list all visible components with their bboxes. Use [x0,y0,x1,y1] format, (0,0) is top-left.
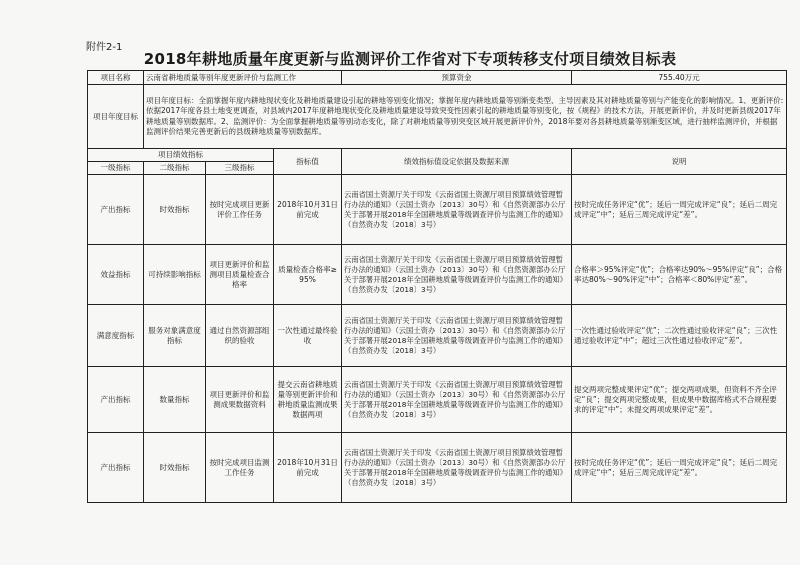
level2-cell: 时效指标 [144,175,206,245]
notes-cell: 合格率＞95%评定“优”；合格率达90%～95%评定“良”；合格率达80%～90%评定“中”；合格率＜80%评定“差”。 [572,245,787,305]
project-name-row [88,71,787,85]
level2-cell: 数量指标 [144,367,206,433]
level3-header: 三级指标 [206,162,274,175]
level1-cell: 产出指标 [88,367,144,433]
basis-cell: 云南省国土资源厅关于印发《云南省国土资源厅项目预算绩效管理暂行办法的通知》（云国土资办〔2013〕30号）和《自然资源部办公厅关于部署开展2018年全国耕地质量等级调查评价与监测工作的通知》（自然资办发〔2018〕3号） [342,245,572,305]
basis-cell: 云南省国土资源厅关于印发《云南省国土资源厅项目预算绩效管理暂行办法的通知》（云国土资办〔2013〕30号）和《自然资源部办公厅关于部署开展2018年全国耕地质量等级调查评价与监测工作的通知》（自然资办发〔2018〕3号） [342,367,572,433]
level1-cell: 效益指标 [88,245,144,305]
budget-value: 755.40万元 [572,71,787,85]
annual-goal-row [88,85,787,149]
page-title: 2018年耕地质量年度更新与监测评价工作省对下专项转移支付项目绩效目标表 [143,50,677,68]
basis-header: 绩效指标值设定依据及数据来源 [342,149,572,175]
value-cell: 2018年10月31日前完成 [274,433,342,503]
level3-cell: 按时完成项目监测工作任务 [206,433,274,503]
table-row [88,305,787,367]
table-row [88,175,787,245]
level3-cell: 通过自然资源部组织的验收 [206,305,274,367]
annual-goal-label: 项目年度目标 [88,85,144,149]
project-name-label: 项目名称 [88,71,144,85]
level1-cell: 产出指标 [88,175,144,245]
value-cell: 一次性通过最终验收 [274,305,342,367]
basis-cell: 云南省国土资源厅关于印发《云南省国土资源厅项目预算绩效管理暂行办法的通知》（云国土资办〔2013〕30号）和《自然资源部办公厅关于部署开展2018年全国耕地质量等级调查评价与监测工作的通知》（自然资办发〔2018〕3号） [342,433,572,503]
notes-cell: 按时完成任务评定“优”；延后一周完成评定“良”；延后二周完成评定“中”；延后三周完成评定“差”。 [572,175,787,245]
table-row [88,367,787,433]
annual-goal-text: 项目年度目标：全面掌握年度内耕地现状变化及耕地质量建设引起的耕地等别变化情况；掌握年度内耕地质量等别渐变类型、主导因素及其对耕地质量等别与产能变化的影响情况。1、更新评价:依据2017年度各县土地变更调查，对县域内2017年度耕地现状变化及耕地质量建设导致突变性因素引起的耕地质量等别变化，按《规程》的技术方法，开展更新评价，并及时更新县级2017年耕地质量等别数据库。2、监测评价：为全面掌握耕地质量等别动态变化，除了对耕地质量等别突变区域开展更新评价外，2018年要对各县耕地质量等别渐变区域，进行抽样监测评价，并根据监测评价结果完善更新后的县级耕地质量等别数据库。 [144,85,787,149]
performance-table [87,70,787,503]
level2-cell: 服务对象满意度指标 [144,305,206,367]
level1-cell: 产出指标 [88,433,144,503]
level1-cell: 满意度指标 [88,305,144,367]
basis-cell: 云南省国土资源厅关于印发《云南省国土资源厅项目预算绩效管理暂行办法的通知》（云国土资办〔2013〕30号）和《自然资源部办公厅关于部署开展2018年全国耕地质量等级调查评价与监测工作的通知》（自然资办发〔2018〕3号） [342,305,572,367]
attachment-label: 附件2-1 [86,42,123,53]
level2-cell: 时效指标 [144,433,206,503]
budget-label: 预算资金 [342,71,572,85]
value-cell: 提交云南省耕地质量等别更新评价和耕地质量监测成果数据两项 [274,367,342,433]
value-header: 指标值 [274,149,342,175]
notes-cell: 按时完成任务评定“优”；延后一周完成评定“良”；延后二周完成评定“中”；延后三周完成评定“差”。 [572,433,787,503]
level3-cell: 项目更新评价和监测成果数据资料 [206,367,274,433]
level3-cell: 按时完成项目更新评价工作任务 [206,175,274,245]
basis-cell: 云南省国土资源厅关于印发《云南省国土资源厅项目预算绩效管理暂行办法的通知》（云国土资办〔2013〕30号）和《自然资源部办公厅关于部署开展2018年全国耕地质量等级调查评价与监测工作的通知》（自然资办发〔2018〕3号） [342,175,572,245]
notes-cell: 提交两项完整成果评定“优”；提交两项成果，但资料不齐全评定“良”；提交两项完整成果，但成果中数据库格式不合规程要求的评定“中”；未提交两项成果评定“差”。 [572,367,787,433]
notes-header: 说明 [572,149,787,175]
table-row [88,245,787,305]
table-row [88,433,787,503]
level3-cell: 项目更新评价和监测项目质量检查合格率 [206,245,274,305]
value-cell: 质量检查合格率≥95% [274,245,342,305]
notes-cell: 一次性通过验收评定“优”；二次性通过验收评定“良”；三次性通过验收评定“中”；超过三次性通过验收评定“差”。 [572,305,787,367]
value-cell: 2018年10月31日前完成 [274,175,342,245]
indicators-header: 项目绩效指标 [88,149,274,162]
header-row-1 [88,149,787,162]
project-name: 云南省耕地质量等别年度更新评价与监测工作 [144,71,342,85]
level1-header: 一级指标 [88,162,144,175]
level2-header: 二级指标 [144,162,206,175]
level2-cell: 可持续影响指标 [144,245,206,305]
